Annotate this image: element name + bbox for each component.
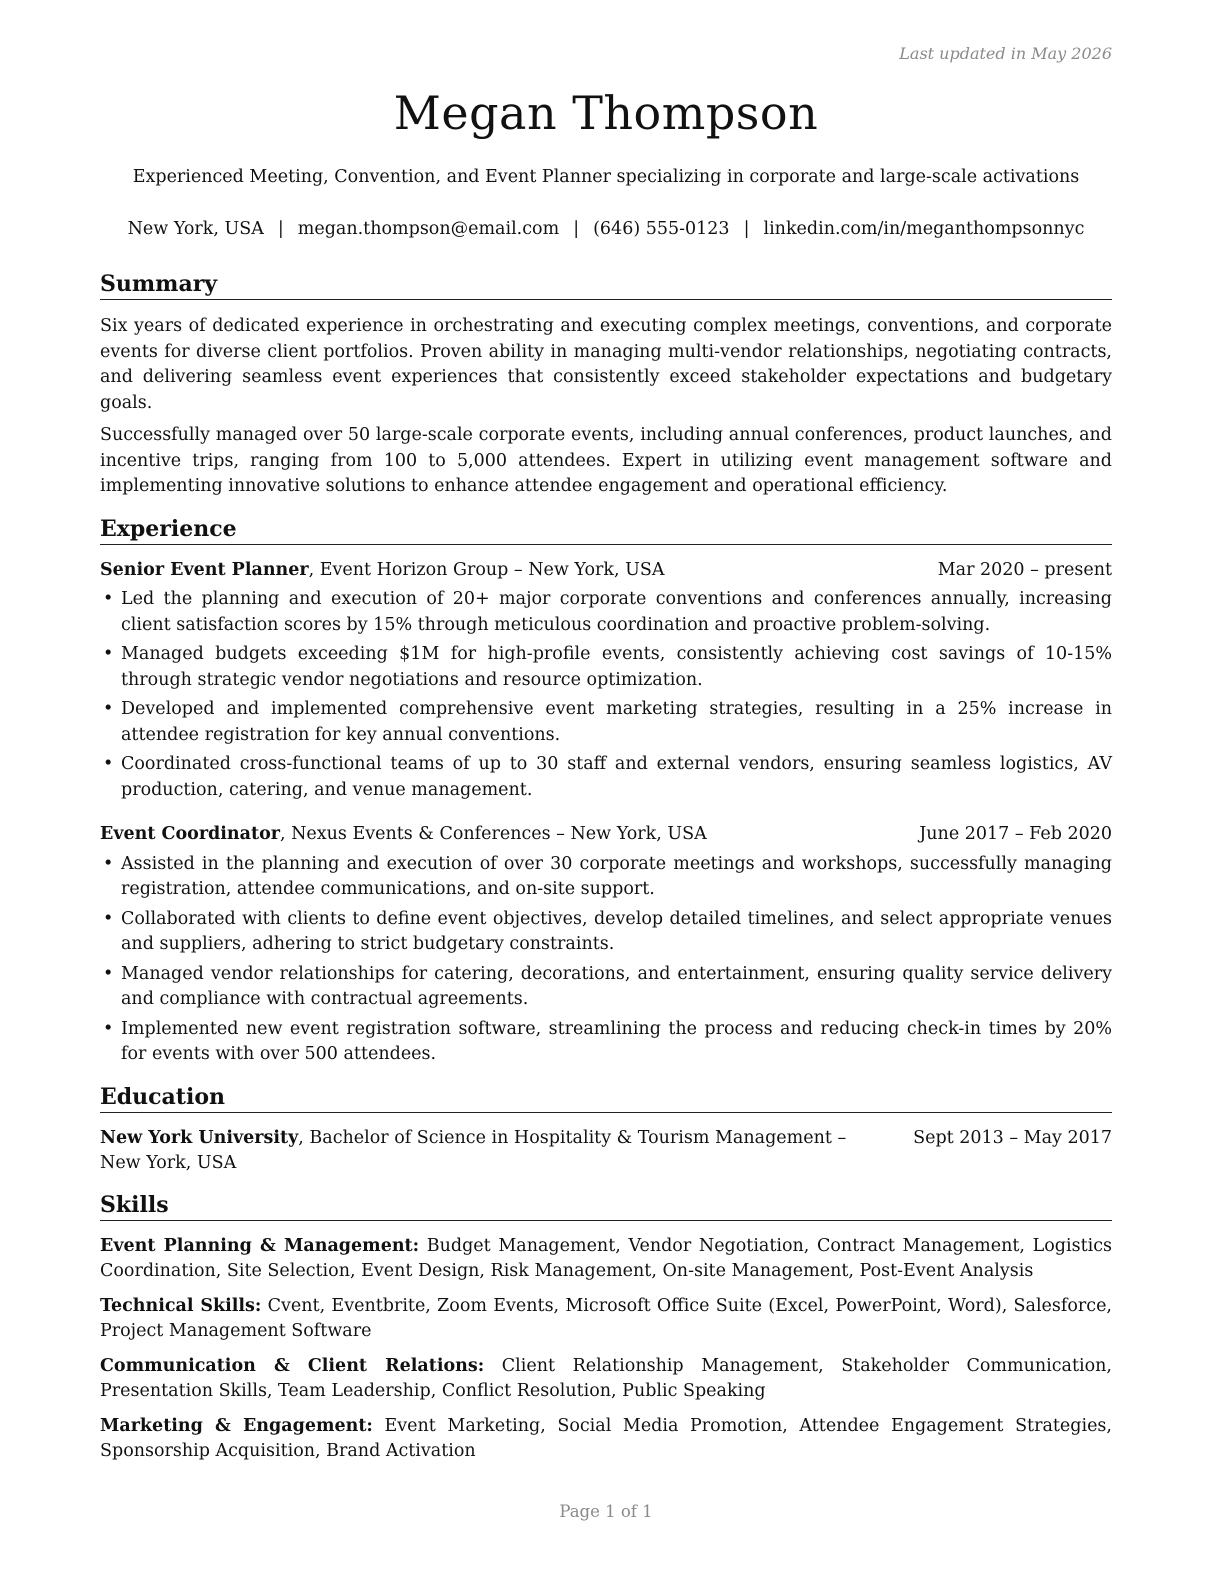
education-section	[100, 1083, 1112, 1177]
job-role: Senior Event Planner	[100, 559, 309, 580]
job-bullet-text: Managed vendor relationships for catering, decorations, and entertainment, ensuring quality service delivery and compliance with contractual agreements.	[121, 963, 1112, 1009]
bullet-marker: •	[103, 1018, 114, 1039]
job-bullets	[100, 587, 1112, 803]
job-entry	[100, 558, 1112, 804]
job-bullet	[100, 587, 1112, 638]
job-header	[100, 558, 1112, 584]
job-bullet-text: Developed and implemented comprehensive event marketing strategies, resulting in a 25% increase in attendee registration for key annual conventions.	[121, 699, 1112, 745]
last-updated-note: Last updated in May 2026	[899, 44, 1112, 63]
skill-group-label: Event Planning & Management:	[100, 1235, 420, 1256]
skill-group-label: Communication & Client Relations:	[100, 1355, 485, 1376]
resume-content	[100, 270, 1112, 1465]
job-bullet-text: Implemented new event registration software, streamlining the process and reducing check-in times by 20% for events with over 500 attendees.	[121, 1018, 1112, 1064]
job-bullet	[100, 752, 1112, 803]
bullet-marker: •	[103, 699, 114, 719]
skill-group	[100, 1354, 1112, 1405]
job-bullets	[100, 852, 1112, 1068]
skill-group	[100, 1414, 1112, 1465]
bullet-marker: •	[103, 963, 114, 984]
skill-group-label: Technical Skills:	[100, 1295, 262, 1316]
education-degree: , Bachelor of Science in Hospitality & Tourism Management – New York, USA	[100, 1127, 847, 1173]
education-dates: Sept 2013 – May 2017	[913, 1127, 1112, 1148]
resume-page	[100, 0, 1112, 1584]
job-bullet	[100, 642, 1112, 693]
job-org-location: , Event Horizon Group – New York, USA	[308, 559, 665, 580]
skill-group-items: Budget Management, Vendor Negotiation, Contract Management, Logistics Coordination, Site Selection, Event Design, Risk Management, On-site Management, Post-Event Analysis	[100, 1235, 1112, 1281]
experience-section	[100, 515, 1112, 1068]
contact-separator: |	[573, 219, 580, 239]
contact-location: New York, USA	[127, 219, 264, 239]
job-bullet-text: Led the planning and execution of 20+ major corporate conventions and conferences annually, increasing client satisfaction scores by 15% through meticulous coordination and proactive problem-solving.	[121, 589, 1112, 635]
summary-paragraph: Successfully managed over 50 large-scale corporate events, including annual conferences, product launches, and incentive trips, ranging from 100 to 5,000 attendees. Expert in utilizing event management software and implementing innovative solutions to enhance attendee engagement and operational efficiency.	[100, 425, 1112, 496]
job-dates: June 2017 – Feb 2020	[919, 824, 1112, 844]
headline: Experienced Meeting, Convention, and Event Planner specializing in corporate and large-scale activations	[132, 167, 1080, 187]
job-bullet	[100, 852, 1112, 903]
bullet-marker: •	[103, 754, 114, 774]
education-entry	[100, 1126, 1112, 1177]
education-heading: Education	[100, 1083, 1112, 1113]
summary-paragraph: Six years of dedicated experience in orchestrating and executing complex meetings, conventions, and corporate events for diverse client portfolios. Proven ability in managing multi-vendor relationships, negotiating contracts, and delivering seamless event experiences that consistently exceed stakeholder expectations and budgetary goals.	[100, 316, 1112, 413]
contact-email[interactable]: megan.thompson@email.com	[297, 219, 560, 239]
candidate-name: Megan Thompson	[393, 86, 819, 140]
summary-body	[100, 314, 1112, 500]
bullet-marker: •	[103, 908, 114, 929]
job-title-line	[100, 822, 707, 848]
job-entry	[100, 822, 1112, 1068]
skill-group-items: Client Relationship Management, Stakeholder Communication, Presentation Skills, Team Leadership, Conflict Resolution, Public Speaking	[100, 1355, 1112, 1401]
contact-line	[100, 219, 1112, 239]
contact-linkedin[interactable]: linkedin.com/in/meganthompsonnyc	[763, 219, 1085, 239]
bullet-marker: •	[103, 853, 114, 874]
job-bullet	[100, 1017, 1112, 1068]
contact-separator: |	[743, 219, 750, 239]
skills-section	[100, 1191, 1112, 1465]
skill-group-items: Cvent, Eventbrite, Zoom Events, Microsoft Office Suite (Excel, PowerPoint, Word), Salesforce, Project Management Software	[100, 1295, 1112, 1341]
summary-heading: Summary	[100, 270, 1112, 300]
summary-section	[100, 270, 1112, 500]
job-bullet-text: Managed budgets exceeding $1M for high-profile events, consistently achieving cost savings of 10-15% through strategic vendor negotiations and resource optimization.	[121, 644, 1112, 690]
job-bullet	[100, 962, 1112, 1013]
contact-separator: |	[277, 219, 284, 239]
job-org-location: , Nexus Events & Conferences – New York, USA	[279, 824, 707, 844]
education-line	[100, 1126, 873, 1177]
skill-group	[100, 1234, 1112, 1285]
job-bullet	[100, 907, 1112, 958]
bullet-marker: •	[103, 644, 114, 664]
job-bullet-text: Assisted in the planning and execution of over 30 corporate meetings and workshops, successfully managing registration, attendee communications, and on-site support.	[121, 853, 1112, 899]
job-title-line	[100, 558, 664, 584]
bullet-marker: •	[103, 589, 114, 609]
skill-group-items: Event Marketing, Social Media Promotion, Attendee Engagement Strategies, Sponsorship Acquisition, Brand Activation	[100, 1415, 1112, 1461]
skill-group-label: Marketing & Engagement:	[100, 1415, 373, 1436]
experience-heading: Experience	[100, 515, 1112, 545]
page-number: Page 1 of 1	[559, 1502, 653, 1521]
skills-heading: Skills	[100, 1191, 1112, 1221]
job-bullet	[100, 697, 1112, 748]
job-bullet-text: Coordinated cross-functional teams of up to 30 staff and external vendors, ensuring seamless logistics, AV production, catering, and venue management.	[121, 754, 1112, 800]
job-header	[100, 822, 1112, 848]
job-dates: Mar 2020 – present	[937, 559, 1112, 580]
education-school: New York University	[100, 1127, 299, 1148]
job-bullet-text: Collaborated with clients to define event objectives, develop detailed timelines, and select appropriate venues and suppliers, adhering to strict budgetary constraints.	[121, 908, 1112, 954]
job-role: Event Coordinator	[100, 824, 280, 844]
contact-phone[interactable]: (646) 555-0123	[593, 219, 730, 239]
skill-group	[100, 1294, 1112, 1345]
